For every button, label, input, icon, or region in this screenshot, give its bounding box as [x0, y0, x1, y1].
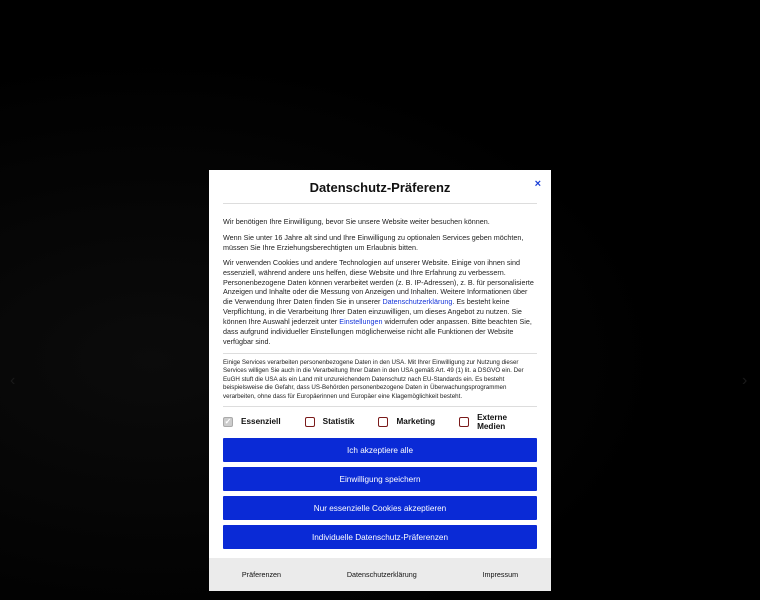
checkbox-essenziell-box: ✓ — [224, 417, 232, 427]
carousel-prev-icon[interactable]: ‹ — [10, 372, 16, 389]
consent-categories — [223, 414, 537, 430]
button-group — [223, 438, 537, 549]
checkbox-marketing-label[interactable]: Marketing — [396, 417, 436, 427]
section-divider — [223, 353, 537, 354]
close-icon[interactable]: × — [534, 178, 541, 190]
checkbox-marketing[interactable] — [378, 417, 435, 427]
checkbox-externe-medien[interactable] — [459, 413, 537, 431]
title-divider — [223, 203, 537, 204]
dialog-title: Datenschutz-Präferenz — [309, 180, 451, 195]
checkbox-statistik-box[interactable] — [305, 417, 315, 427]
footer-preferences-link[interactable]: Präferenzen — [241, 570, 282, 579]
settings-link[interactable]: Einstellungen — [339, 317, 383, 327]
dialog-footer — [209, 558, 551, 591]
checkbox-essenziell — [223, 417, 281, 427]
cookie-description-part1: Wir verwenden Cookies und andere Technologien auf unserer Website. Einige von ihnen sind essenziell, während andere uns helfen, diese Website und Ihre Erfahrung zu verbessern. Personenbezogene Daten können verarbeitet werden (z. B. IP-Adressen), z. B. für personalisierte Anzeigen und Inhalte oder die Messung von Anzeigen und Inhalten. Weitere Informationen über die Verwendung Ihrer Daten finden Sie in unserer — [223, 257, 534, 307]
cookie-description-part2: . Es besteht keine Verpflichtung, in die Verarbeitung Ihrer Daten einzuwilligen, um dieses Angebot zu nutzen. Sie können Ihre Auswahl jederzeit unter — [223, 297, 522, 327]
checkbox-essenziell-label: Essenziell — [241, 417, 281, 427]
privacy-dialog — [209, 170, 551, 591]
checkbox-externe-medien-label[interactable]: Externe Medien — [477, 412, 508, 431]
intro-text: Wir benötigen Ihre Einwilligung, bevor Sie unsere Website weiter besuchen können. — [223, 217, 490, 226]
checkbox-externe-medien-box[interactable] — [459, 417, 469, 427]
section-divider-2 — [223, 406, 537, 407]
cookie-description-part3: widerrufen oder anpassen. Bitte beachten Sie, dass aufgrund individueller Einstellungen möglicherweise nicht alle Funktionen der Website verfügbar sind. — [223, 317, 532, 346]
checkbox-statistik-label[interactable]: Statistik — [322, 417, 355, 427]
carousel-next-icon[interactable]: › — [742, 372, 748, 389]
footer-privacy-link[interactable]: Datenschutzerklärung — [346, 570, 417, 579]
essential-only-button[interactable]: Nur essenzielle Cookies akzeptieren — [223, 496, 537, 520]
accept-all-button[interactable]: Ich akzeptiere alle — [223, 438, 537, 462]
privacy-policy-link[interactable]: Datenschutzerklärung — [382, 297, 453, 307]
checkbox-marketing-box[interactable] — [378, 417, 388, 427]
age-notice-text: Wenn Sie unter 16 Jahre alt sind und Ihre Einwilligung zu optionalen Services geben möchten, müssen Sie Ihre Erziehungsberechtigten um Erlaubnis bitten. — [223, 232, 524, 252]
usa-notice-text: Einige Services verarbeiten personenbezogene Daten in den USA. Mit Ihrer Einwilligung zur Nutzung dieser Services willigen Sie auch in die Verarbeitung Ihrer Daten in den USA gemäß Art. 49 (1) lit. a DSGVO ein. Der EuGH stuft die USA als ein Land mit unzureichendem Datenschutz nach EU-Standards ein. Es besteht beispielsweise die Gefahr, dass US-Behörden personenbezogene Daten in Überwachungsprogrammen verarbeiten, ohne dass für Europäerinnen und Europäer eine Klagemöglichkeit besteht. — [223, 358, 524, 400]
checkbox-statistik[interactable] — [305, 417, 355, 427]
cookie-description — [223, 258, 537, 347]
save-consent-button[interactable]: Einwilligung speichern — [223, 467, 537, 491]
footer-imprint-link[interactable]: Impressum — [482, 570, 519, 579]
individual-preferences-button[interactable]: Individuelle Datenschutz-Präferenzen — [223, 525, 537, 549]
